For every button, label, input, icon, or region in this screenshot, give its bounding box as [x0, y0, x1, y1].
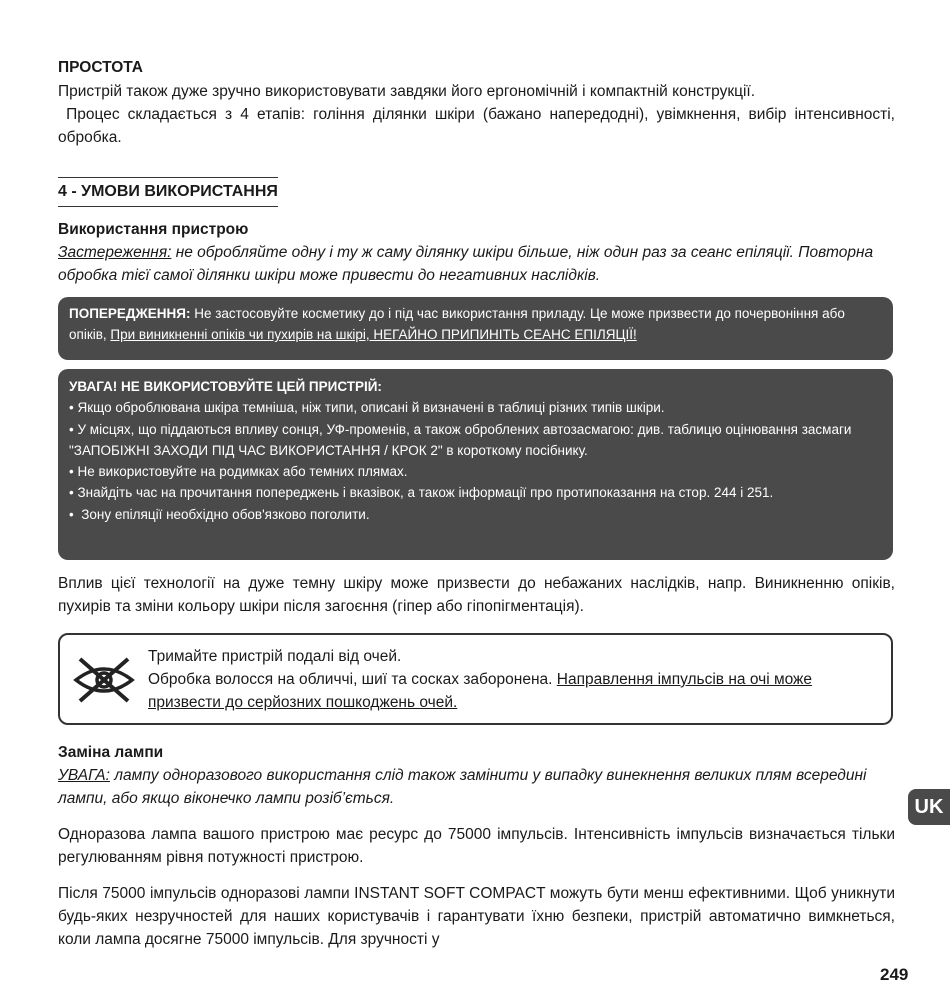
simplicity-section: [58, 57, 900, 149]
lamp-note: [58, 764, 895, 810]
lamp-paragraph-2: Після 75000 імпульсів одноразові лампи INSTANT SOFT COMPACT можуть бути менш ефективними. Щоб уникнути будь-яких незручностей для наших користувачів і гарантувати їхню безпеки, пристрій автоматично вимкнеться, коли лампа досягне 75000 імпульсів. Для зручності у: [58, 885, 895, 948]
attention-box: [58, 369, 893, 560]
attention-item: • Знайдіть час на прочитання попереджень і вказівок, а також інформації про протипоказання на стор. 244 і 251.: [69, 485, 774, 501]
eye-warning-underlined: Направлення імпульсів на очі може призвести до серйозних пошкоджень очей.: [148, 671, 813, 711]
eye-warning-text: [148, 645, 883, 714]
lamp-paragraph-1: Одноразова лампа вашого пристрою має ресурс до 75000 імпульсів. Інтенсивність імпульсів визначається тільки регулюванням рівня потужності пристрою.: [58, 826, 895, 866]
no-eye-icon: [72, 655, 136, 705]
attention-title: УВАГА! НЕ ВИКОРИСТОВУЙТЕ ЦЕЙ ПРИСТРІЙ:: [69, 379, 382, 394]
simplicity-para-1: Пристрій також дуже зручно використовувати завдяки його ергономічній і компактній конструкції.: [58, 83, 756, 100]
caution-label: Застереження:: [58, 244, 172, 261]
caution-paragraph: [58, 241, 895, 287]
lamp-note-text: лампу одноразового використання слід також замінити у випадку винекнення великих плям всередині лампи, або якщо віконечко лампи розіб’ється.: [58, 767, 867, 807]
simplicity-heading: ПРОСТОТА: [58, 59, 143, 76]
warning-text: Не застосовуйте косметику до і під час використання приладу. Це може призвести до почервоніння або опіків,: [69, 306, 845, 342]
warning-label: ПОПЕРЕДЖЕННЯ:: [69, 306, 191, 321]
dark-skin-paragraph: Вплив цієї технології на дуже темну шкіру може призвести до небажаних наслідків, напр. Виникненню опіків, пухирів та зміни кольору шкіри після загоєння (гіпер або гіпопігментація).: [58, 575, 895, 615]
page-number: 249: [880, 965, 909, 984]
lamp-note-label: УВАГА:: [58, 767, 110, 784]
lamp-section: [58, 742, 895, 951]
eye-warning-line-2-text: Обробка волосся на обличчі, шиї та сосках заборонена.: [148, 671, 557, 688]
attention-item: • Не використовуйте на родимках або темних плямах.: [69, 464, 408, 480]
simplicity-para-2: Процес складається з 4 етапів: гоління ділянки шкіри (бажано напередодні), увімкнення, вибір інтенсивності, обробка.: [58, 106, 900, 146]
lamp-heading: Заміна лампи: [58, 744, 164, 761]
eye-warning-line-2: [148, 668, 883, 714]
warning-box: [58, 297, 893, 360]
language-tab: UK: [908, 789, 950, 825]
caution-text: не обробляйте одну і ту ж саму ділянку шкіри більше, ніж один раз за сеанс епіляції. Повторна обробка тієї самої ділянки шкіри може привести до негативних наслідків.: [58, 244, 874, 284]
attention-item: • Якщо оброблювана шкіра темніша, ніж типи, описані й визначені в таблиці різних типів шкіри.: [69, 400, 665, 416]
warning-underlined: При виникненні опіків чи пухирів на шкірі, НЕГАЙНО ПРИПИНІТЬ СЕАНС ЕПІЛЯЦІЇ!: [110, 327, 637, 342]
eye-warning-line-1: Тримайте пристрій подалі від очей.: [148, 648, 402, 665]
section-4-heading: 4 - УМОВИ ВИКОРИСТАННЯ: [58, 177, 278, 207]
attention-item: • Зону епіляції необхідно обов'язково поголити.: [69, 506, 370, 522]
eye-warning-box: [58, 633, 893, 725]
usage-heading: Використання пристрою: [58, 221, 249, 238]
usage-section: [58, 219, 895, 287]
attention-item: • У місцях, що піддаються впливу сонця, УФ-променів, а також оброблених автозасмагою: див. таблицю оцінювання засмаги "ЗАПОБІЖНІ ЗАХОДИ ПІД ЧАС ВИКОРИСТАННЯ / КРОК 2" в короткому посібнику.: [69, 421, 852, 458]
